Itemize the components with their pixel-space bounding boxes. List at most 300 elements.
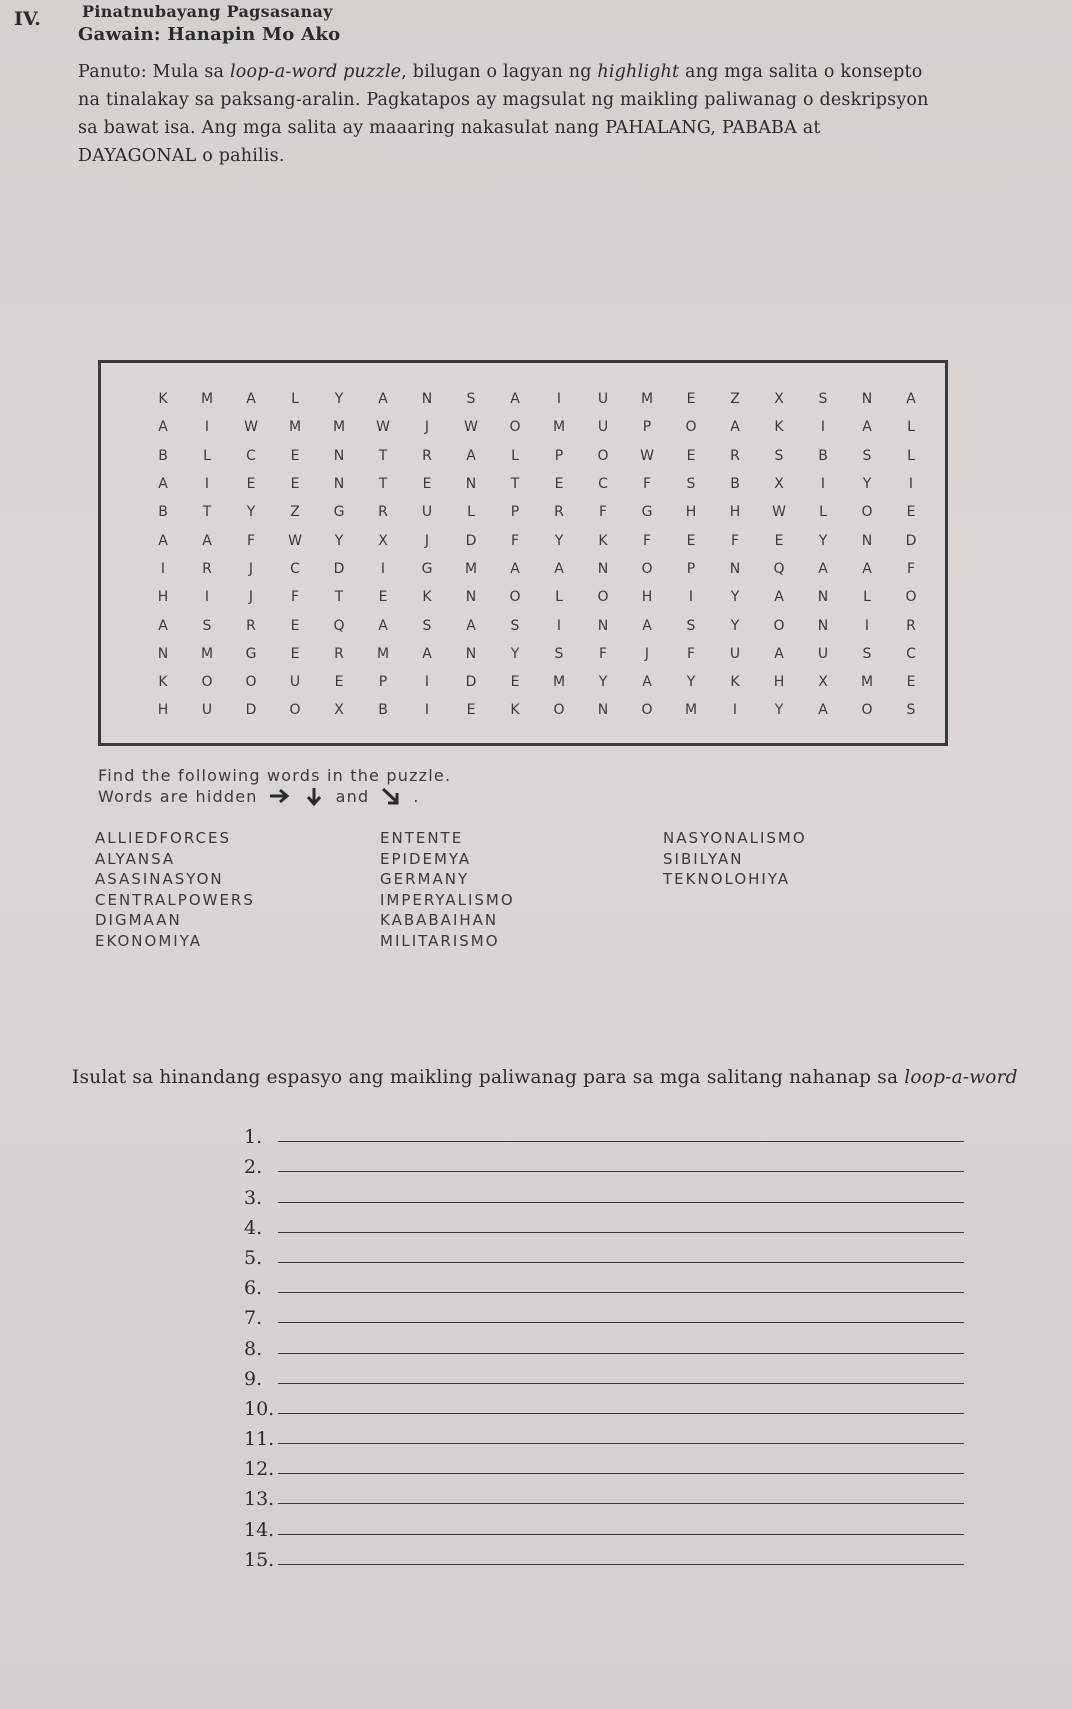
grid-letter[interactable]: N [817,589,829,606]
grid-letter[interactable]: M [640,391,654,408]
grid-letter[interactable]: O [201,674,213,691]
grid-letter[interactable]: I [380,560,386,577]
grid-letter[interactable]: N [465,645,477,662]
grid-letter[interactable]: A [158,617,168,634]
word-item: GERMANY [380,870,470,888]
grid-letter[interactable]: T [378,476,388,493]
grid-letter[interactable]: R [906,617,916,634]
grid-letter[interactable]: L [907,447,915,464]
grid-letter[interactable]: Y [334,391,344,408]
answer-blank[interactable] [278,1564,964,1565]
grid-letter[interactable]: L [819,504,827,521]
grid-letter[interactable]: B [818,447,828,464]
grid-letter[interactable]: J [644,645,650,662]
grid-letter[interactable]: S [686,617,696,634]
grid-letter[interactable]: N [861,391,873,408]
grid-letter[interactable]: A [246,391,256,408]
grid-letter[interactable]: A [554,560,564,577]
grid-letter[interactable]: L [203,447,211,464]
grid-letter[interactable]: R [334,645,344,662]
grid-letter[interactable]: S [818,391,828,408]
grid-letter[interactable]: Q [333,617,345,634]
answer-number: 9. [244,1367,263,1390]
grid-letter[interactable]: P [642,419,652,436]
grid-letter[interactable]: U [597,391,609,408]
grid-letter[interactable]: N [597,617,609,634]
letter-grid [141,385,933,725]
grid-letter[interactable]: I [160,560,166,577]
word-item: NASYONALISMO [663,829,807,847]
grid-letter[interactable]: A [862,560,872,577]
grid-letter[interactable]: P [686,560,696,577]
grid-letter[interactable]: L [511,447,519,464]
grid-letter[interactable]: Y [334,532,344,549]
grid-letter[interactable]: F [642,532,652,549]
answer-blank[interactable] [278,1503,964,1504]
answer-row [244,1450,964,1480]
answer-number: 10. [244,1397,275,1420]
word-item: MILITARISMO [380,931,500,950]
grid-letter[interactable]: M [376,645,390,662]
grid-letter[interactable]: K [158,674,168,691]
hidden-end: . [413,786,420,806]
grid-letter[interactable]: W [640,447,654,464]
prompt-italic: loop-a-word [904,1067,1018,1088]
grid-letter[interactable]: I [204,589,210,606]
grid-letter[interactable]: U [289,674,301,691]
grid-letter[interactable]: S [906,702,916,719]
grid-letter[interactable]: E [686,391,696,408]
grid-letter[interactable]: W [464,419,478,436]
grid-letter[interactable]: F [598,645,608,662]
grid-letter[interactable]: T [510,476,520,493]
grid-letter[interactable]: H [685,504,697,521]
grid-letter[interactable]: Y [862,476,872,493]
grid-letter[interactable]: E [510,674,520,691]
grid-letter[interactable]: K [158,391,168,408]
answer-number: 3. [244,1186,263,1209]
grid-letter[interactable]: N [597,702,609,719]
find-instruction: Find the following words in the puzzle. [98,766,452,785]
answer-number: 14. [244,1518,275,1541]
answer-blank[interactable] [278,1473,964,1474]
grid-letter[interactable]: I [204,419,210,436]
answer-blank[interactable] [278,1171,964,1172]
grid-letter[interactable]: N [465,476,477,493]
grid-letter[interactable]: E [906,504,916,521]
grid-letter[interactable]: O [861,504,873,521]
answer-blank[interactable] [278,1443,964,1444]
grid-letter[interactable]: Q [773,560,785,577]
grid-letter[interactable]: K [774,419,784,436]
answer-blank[interactable] [278,1534,964,1535]
answer-blank[interactable] [278,1383,964,1384]
grid-letter[interactable]: A [158,419,168,436]
grid-letter[interactable]: E [422,476,432,493]
grid-letter[interactable]: Y [598,674,608,691]
grid-letter[interactable]: E [686,532,696,549]
grid-letter[interactable]: E [290,617,300,634]
grid-letter[interactable]: L [907,419,915,436]
grid-letter[interactable]: R [554,504,564,521]
grid-letter[interactable]: F [246,532,256,549]
hidden-prefix: Words are hidden [98,786,258,806]
word-item: EPIDEMYA [380,849,472,868]
grid-letter[interactable]: X [774,391,784,408]
grid-letter[interactable]: Y [510,645,520,662]
section-number: IV. [14,8,41,30]
grid-letter[interactable]: A [466,617,476,634]
grid-letter[interactable]: A [642,674,652,691]
grid-letter[interactable]: G [333,504,345,521]
grid-letter[interactable]: O [553,702,565,719]
grid-letter[interactable]: L [467,504,475,521]
word-item: DIGMAAN [95,911,182,929]
grid-letter[interactable]: O [861,702,873,719]
answer-row [244,1239,964,1269]
answer-row [244,1390,964,1420]
answer-number: 7. [244,1307,263,1330]
grid-letter[interactable]: Y [730,617,740,634]
grid-letter[interactable]: E [290,645,300,662]
grid-letter[interactable]: C [246,447,256,464]
answer-blank[interactable] [278,1292,964,1293]
arrow-down-icon [302,786,326,806]
grid-letter[interactable]: H [729,504,741,521]
grid-letter[interactable]: E [246,476,256,493]
grid-letter[interactable]: O [905,589,917,606]
word-item: ALLIEDFORCES [95,829,232,847]
grid-letter[interactable]: S [774,447,784,464]
arrow-right-icon [268,786,292,806]
grid-letter[interactable]: X [774,476,784,493]
grid-letter[interactable]: H [773,674,785,691]
word-item: EKONOMIYA [95,931,202,950]
grid-letter[interactable]: N [421,391,433,408]
answer-row [244,1480,964,1510]
grid-letter[interactable]: M [200,645,214,662]
grid-letter[interactable]: D [465,674,477,691]
grid-letter[interactable]: D [465,532,477,549]
grid-letter[interactable]: E [774,532,784,549]
grid-letter[interactable]: S [862,645,872,662]
grid-letter[interactable]: Y [774,702,784,719]
answer-row [244,1209,964,1239]
grid-letter[interactable]: C [598,476,608,493]
grid-letter[interactable]: W [376,419,390,436]
word-item: IMPERYALISMO [380,890,515,909]
grid-letter[interactable]: N [861,532,873,549]
grid-letter[interactable]: O [289,702,301,719]
grid-letter[interactable]: I [908,476,914,493]
word-search-puzzle [98,360,948,746]
grid-letter[interactable]: M [332,419,346,436]
grid-letter[interactable]: S [510,617,520,634]
grid-letter[interactable]: A [422,645,432,662]
grid-letter[interactable]: Y [246,504,256,521]
grid-letter[interactable]: I [204,476,210,493]
grid-letter[interactable]: F [906,560,916,577]
answer-blank[interactable] [278,1322,964,1323]
grid-letter[interactable]: M [860,674,874,691]
grid-letter[interactable]: M [552,419,566,436]
grid-letter[interactable]: E [466,702,476,719]
grid-letter[interactable]: K [730,674,740,691]
grid-letter[interactable]: L [291,391,299,408]
grid-letter[interactable]: W [244,419,258,436]
grid-letter[interactable]: A [642,617,652,634]
grid-letter[interactable]: R [246,617,256,634]
instructions [78,58,938,170]
word-item: ALYANSA [95,849,176,868]
grid-letter[interactable]: E [906,674,916,691]
grid-letter[interactable]: M [288,419,302,436]
grid-letter[interactable]: N [333,476,345,493]
grid-letter[interactable]: U [201,702,213,719]
word-item: CENTRALPOWERS [95,890,255,909]
grid-letter[interactable]: N [817,617,829,634]
grid-letter[interactable]: B [730,476,740,493]
grid-letter[interactable]: I [556,391,562,408]
answer-row [244,1148,964,1178]
grid-letter[interactable]: F [686,645,696,662]
grid-letter[interactable]: Z [290,504,300,521]
instructions-mid: , bilugan o lagyan ng [401,62,598,82]
grid-letter[interactable]: A [158,476,168,493]
grid-letter[interactable]: J [248,589,254,606]
grid-letter[interactable]: H [157,702,169,719]
instructions-italic-puzzle: loop-a-word puzzle [229,62,402,82]
grid-letter[interactable]: O [245,674,257,691]
grid-letter[interactable]: U [597,419,609,436]
grid-letter[interactable]: E [290,476,300,493]
grid-letter[interactable]: A [158,532,168,549]
grid-letter[interactable]: J [424,419,430,436]
grid-letter[interactable]: E [686,447,696,464]
grid-letter[interactable]: P [510,504,520,521]
grid-letter[interactable]: Y [730,589,740,606]
grid-letter[interactable]: U [729,645,741,662]
grid-letter[interactable]: F [290,589,300,606]
grid-letter[interactable]: O [641,702,653,719]
grid-letter[interactable]: O [597,589,609,606]
grid-letter[interactable]: O [509,589,521,606]
answer-number: 4. [244,1216,263,1239]
grid-letter[interactable]: X [378,532,388,549]
grid-letter[interactable]: S [422,617,432,634]
grid-letter[interactable]: P [378,674,388,691]
answer-row [244,1510,964,1540]
answer-prompt [72,1064,1032,1092]
word-list-col2 [380,828,515,951]
answer-row [244,1299,964,1329]
answer-number: 12. [244,1458,275,1481]
grid-letter[interactable]: A [378,617,388,634]
grid-letter[interactable]: A [818,702,828,719]
instructions-rest: ang mga salita o konsepto na tinalakay sa paksang-aralin. Pagkatapos ay magsulat ng maikling paliwanag o deskripsyon sa bawat isa. Ang mga salita ay maaaring nakasulat nang PAHALANG, PABABA at DAYAGONAL o pahilis. [78,62,929,166]
grid-letter[interactable]: D [245,702,257,719]
grid-letter[interactable]: C [906,645,916,662]
grid-letter[interactable]: E [334,674,344,691]
instructions-prefix: Panuto: Mula sa [78,62,230,82]
grid-letter[interactable]: G [641,504,653,521]
grid-letter[interactable]: X [818,674,828,691]
word-item: ENTENTE [380,829,464,847]
grid-letter[interactable]: S [202,617,212,634]
answer-blank[interactable] [278,1353,964,1354]
grid-letter[interactable]: O [685,419,697,436]
grid-letter[interactable]: A [510,560,520,577]
grid-letter[interactable]: A [818,560,828,577]
grid-letter[interactable]: X [334,702,344,719]
grid-letter[interactable]: O [773,617,785,634]
grid-letter[interactable]: I [424,702,430,719]
arrow-diagonal-icon [379,786,403,806]
grid-letter[interactable]: J [248,560,254,577]
grid-letter[interactable]: M [464,560,478,577]
answer-number: 2. [244,1156,263,1179]
answer-row [244,1178,964,1208]
grid-letter[interactable]: I [424,674,430,691]
grid-letter[interactable]: A [730,419,740,436]
answer-row [244,1269,964,1299]
answer-row [244,1329,964,1359]
grid-letter[interactable]: R [202,560,212,577]
prompt-text: Isulat sa hinandang espasyo ang maikling paliwanag para sa mga salitang nahanap sa [72,1067,905,1088]
section-title: Pinatnubayang Pagsasanay [82,2,333,21]
grid-letter[interactable]: N [157,645,169,662]
grid-letter[interactable]: I [864,617,870,634]
grid-letter[interactable]: O [597,447,609,464]
answer-number: 6. [244,1277,263,1300]
grid-letter[interactable]: I [732,702,738,719]
grid-letter[interactable]: U [421,504,433,521]
word-item: ASASINASYON [95,870,224,888]
grid-letter[interactable]: F [510,532,520,549]
answer-number: 5. [244,1246,263,1269]
answer-blank[interactable] [278,1413,964,1414]
word-list-col1 [95,828,255,951]
answer-blank[interactable] [278,1141,964,1142]
word-item: SIBILYAN [663,849,744,868]
answer-blank[interactable] [278,1202,964,1203]
grid-letter[interactable]: R [422,447,432,464]
grid-letter[interactable]: M [200,391,214,408]
grid-letter[interactable]: W [772,504,786,521]
grid-letter[interactable]: H [157,589,169,606]
grid-letter[interactable]: S [466,391,476,408]
grid-letter[interactable]: I [556,617,562,634]
grid-letter[interactable]: A [466,447,476,464]
task-title: Gawain: Hanapin Mo Ako [78,24,341,45]
word-list-col3 [663,828,807,890]
grid-letter[interactable]: Y [686,674,696,691]
grid-letter[interactable]: R [378,504,388,521]
grid-letter[interactable]: B [158,504,168,521]
grid-letter[interactable]: S [686,476,696,493]
grid-letter[interactable]: A [378,391,388,408]
grid-letter[interactable]: N [729,560,741,577]
grid-letter[interactable]: A [510,391,520,408]
grid-letter[interactable]: K [422,589,432,606]
grid-letter[interactable]: F [598,504,608,521]
grid-letter[interactable]: L [555,589,563,606]
grid-letter[interactable]: O [641,560,653,577]
grid-letter[interactable]: F [642,476,652,493]
grid-letter[interactable]: A [774,589,784,606]
grid-letter[interactable]: T [334,589,344,606]
answer-number: 1. [244,1126,263,1149]
grid-letter[interactable]: G [421,560,433,577]
grid-letter[interactable]: I [820,476,826,493]
grid-letter[interactable]: Y [554,532,564,549]
grid-letter[interactable]: I [688,589,694,606]
grid-letter[interactable]: A [906,391,916,408]
grid-letter[interactable]: I [820,419,826,436]
grid-letter[interactable]: W [288,532,302,549]
grid-letter[interactable]: E [290,447,300,464]
grid-letter[interactable]: S [862,447,872,464]
answer-row [244,1541,964,1571]
grid-letter[interactable]: T [202,504,212,521]
grid-letter[interactable]: F [730,532,740,549]
grid-letter[interactable]: E [554,476,564,493]
answer-number: 13. [244,1488,275,1511]
grid-letter[interactable]: A [862,419,872,436]
grid-letter[interactable]: B [158,447,168,464]
grid-letter[interactable]: H [641,589,653,606]
grid-letter[interactable]: D [905,532,917,549]
grid-letter[interactable]: M [684,702,698,719]
grid-letter[interactable]: J [424,532,430,549]
grid-letter[interactable]: U [817,645,829,662]
grid-letter[interactable]: A [202,532,212,549]
grid-letter[interactable]: C [290,560,300,577]
grid-letter[interactable]: M [552,674,566,691]
answer-row [244,1118,964,1148]
answer-row [244,1360,964,1390]
grid-letter[interactable]: Z [730,391,740,408]
grid-letter[interactable]: P [554,447,564,464]
word-item: TEKNOLOHIYA [663,870,791,888]
grid-letter[interactable]: R [730,447,740,464]
answer-lines [244,1118,964,1571]
grid-letter[interactable]: S [554,645,564,662]
grid-letter[interactable]: T [378,447,388,464]
answer-blank[interactable] [278,1262,964,1263]
grid-letter[interactable]: N [465,589,477,606]
grid-letter[interactable]: G [245,645,257,662]
answer-row [244,1420,964,1450]
grid-letter[interactable]: L [863,589,871,606]
answer-number: 11. [244,1428,275,1451]
hidden-directions [98,786,420,806]
instructions-italic-highlight: highlight [597,62,680,82]
grid-letter[interactable]: E [378,589,388,606]
answer-blank[interactable] [278,1232,964,1233]
answer-number: 15. [244,1548,275,1571]
grid-letter[interactable]: O [509,419,521,436]
hidden-and: and [335,786,370,806]
grid-letter[interactable]: K [598,532,608,549]
grid-letter[interactable]: A [774,645,784,662]
grid-letter[interactable]: B [378,702,388,719]
grid-letter[interactable]: Y [818,532,828,549]
grid-letter[interactable]: K [510,702,520,719]
grid-letter[interactable]: N [597,560,609,577]
grid-letter[interactable]: D [333,560,345,577]
grid-letter[interactable]: N [333,447,345,464]
